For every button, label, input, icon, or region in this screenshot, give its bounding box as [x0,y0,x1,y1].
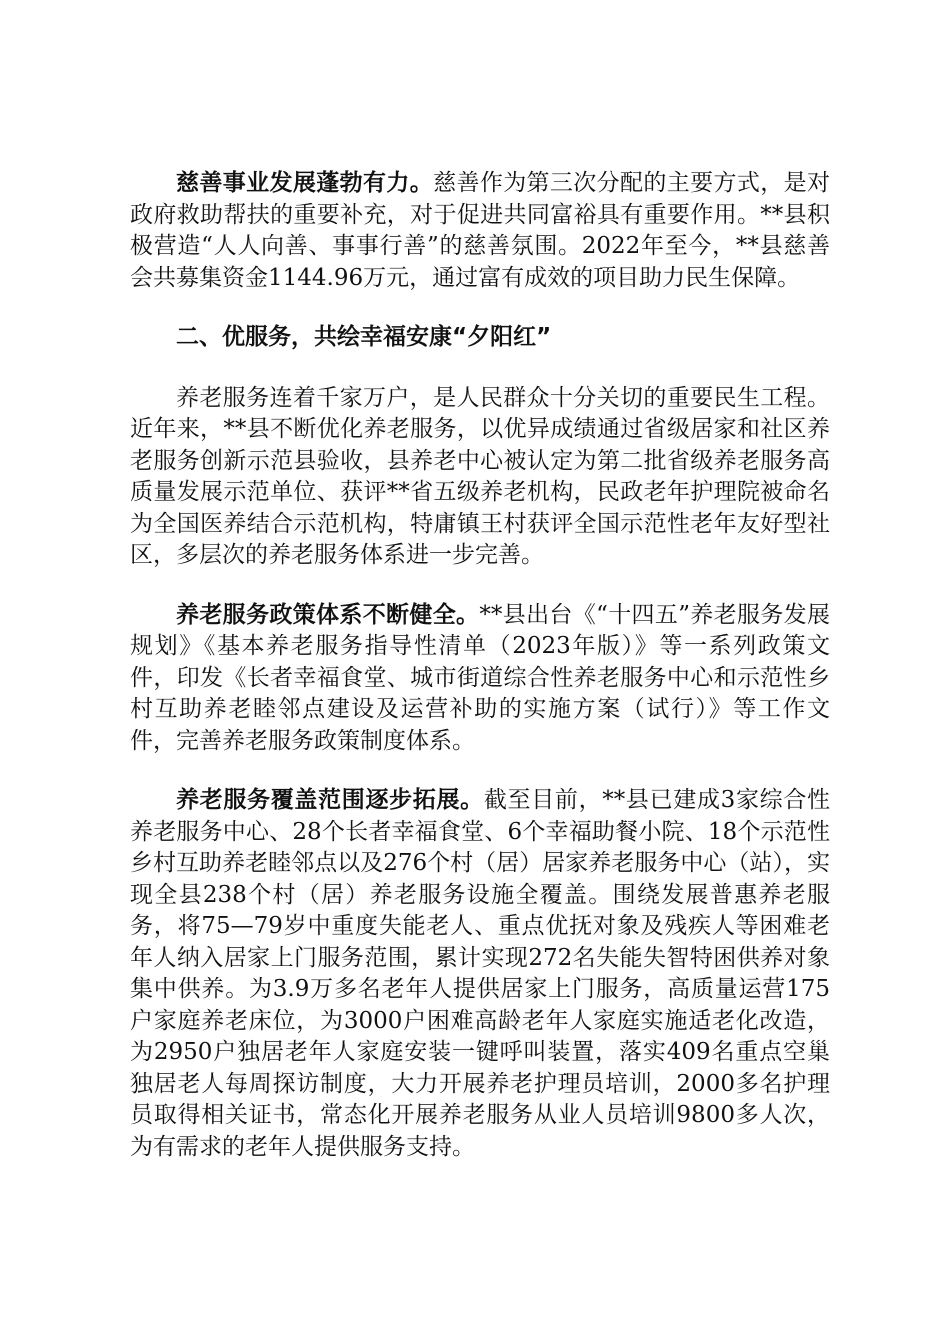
paragraph-charity [130,168,830,294]
paragraph-lead: 养老服务政策体系不断健全。 [176,601,480,628]
paragraph-lead: 养老服务覆盖范围逐步拓展。 [176,787,484,813]
paragraph-policy [130,600,830,758]
paragraph-coverage [130,785,830,1163]
section-heading: 二、优服务，共绘幸福安康“夕阳红” [176,324,552,350]
document-page [130,168,830,1191]
paragraph-intro: 养老服务连着千家万户，是人民群众十分关切的重要民生工程。近年来，**县不断优化养老服务，以优异成绩通过省级居家和社区养老服务创新示范县验收，县养老中心被认定为第二批省级养老服务高质量发展示范单位、获评**省五级养老机构，民政老年护理院被命名为全国医养结合示范机构，特庸镇王村获评全国示范性老年友好型社区，多层次的养老服务体系进一步完善。 [130,384,830,568]
paragraph-body: 慈善作为第三次分配的主要方式，是对政府救助帮扶的重要补充，对于促进共同富裕具有重要作用。**县积极营造“人人向善、事事行善”的慈善氛围。2022年至今，**县慈善会共募集资金1144.96万元，通过富有成效的项目助力民生保障。 [130,170,831,291]
paragraph-body: **县出台《“十四五”养老服务发展规划》《基本养老服务指导性清单（2023年版）》等一系列政策文件，印发《长者幸福食堂、城市街道综合性养老服务中心和示范性乡村互助养老睦邻点建设及运营补助的实施方案（试行）》等工作文件，完善养老服务政策制度体系。 [130,601,830,754]
paragraph-body: 截至目前，**县已建成3家综合性养老服务中心、28个长者幸福食堂、6个幸福助餐小院、18个示范性乡村互助养老睦邻点以及276个村（居）居家养老服务中心（站），实现全县238个村（居）养老服务设施全覆盖。围绕发展普惠养老服务，将75—79岁中重度失能老人、重点优抚对象及残疾人等困难老年人纳入居家上门服务范围，累计实现272名失能失智特困供养对象集中供养。为3.9万多名老年人提供居家上门服务，高质量运营175户家庭养老床位，为3000户困难高龄老年人家庭实施适老化改造，为2950户独居老年人家庭安装一键呼叫装置，落实409名重点空巢独居老人每周探访制度，大力开展养老护理员培训，2000多名护理员取得相关证书，常态化开展养老服务从业人员培训9800多人次，为有需求的老年人提供服务支持。 [130,787,830,1160]
paragraph-lead: 慈善事业发展蓬勃有力。 [176,170,434,196]
